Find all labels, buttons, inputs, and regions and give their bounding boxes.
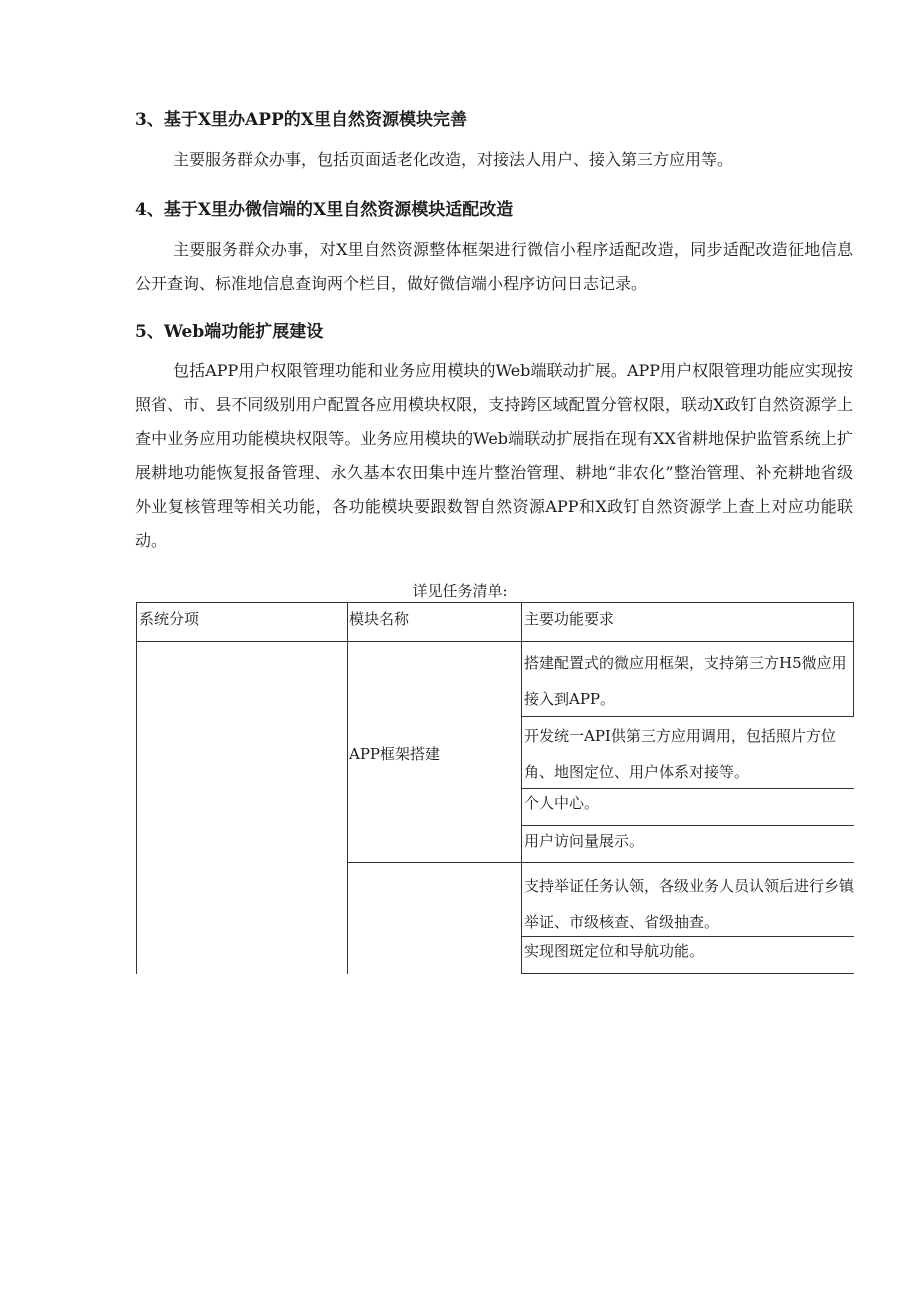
module-2-req-1: 支持举证任务认领，各级业务人员认领后进行乡镇举证、市级核查、省级抽查。 <box>524 877 855 931</box>
table-caption: 详见任务清单: <box>412 582 508 600</box>
section-4-paragraph: 主要服务群众办事，对X里自然资源整体框架进行微信小程序适配改造，同步适配改造征地信息公开查询、标准地信息查询两个栏目，做好微信端小程序访问日志记录。 <box>135 240 853 293</box>
module-1-req-2: 开发统一API供第三方应用调用，包括照片方位角、地图定位、用户体系对接等。 <box>524 727 836 781</box>
module-1-req-4: 用户访问量展示。 <box>524 832 645 850</box>
section-3-paragraph: 主要服务群众办事，包括页面适老化改造，对接法人用户、接入第三方应用等。 <box>173 150 734 169</box>
col-divider-2 <box>521 602 522 974</box>
header-requirements: 主要功能要求 <box>524 610 615 628</box>
module-1-bottom-border <box>347 862 854 863</box>
table-top-border <box>136 602 854 603</box>
module-2-req-2: 实现图斑定位和导航功能。 <box>524 942 705 960</box>
req-6-bottom-border <box>521 973 854 974</box>
header-system-item: 系统分项 <box>139 610 200 628</box>
col-divider-left <box>136 602 137 974</box>
section-3-heading: 3、基于X里办APP的X里自然资源模块完善 <box>135 110 467 130</box>
section-4-heading: 4、基于X里办微信端的X里自然资源模块适配改造 <box>135 200 514 220</box>
section-5-paragraph: 包括APP用户权限管理功能和业务应用模块的Web端联动扩展。APP用户权限管理功能应实现按照省、市、县不同级别用户配置各应用模块权限，支持跨区域配置分管权限，联动X政钉自然资源学上查中业务应用功能模块权限等。业务应用模块的Web端联动扩展指在现有XX省耕地保护监管系统上扩展耕地功能恢复报备管理、永久基本农田集中连片整治管理、耕地“非农化”整治管理、补充耕地省级外业复核管理等相关功能，各功能模块要跟数智自然资源APP和X政钉自然资源学上查上对应功能联动。 <box>135 361 853 550</box>
col-divider-1 <box>347 602 348 974</box>
header-module-name: 模块名称 <box>349 610 410 628</box>
module-1-name: APP框架搭建 <box>349 745 441 763</box>
module-1-req-1: 搭建配置式的微应用框架，支持第三方H5微应用接入到APP。 <box>524 654 847 708</box>
module-1-req-3: 个人中心。 <box>524 794 600 812</box>
header-bottom-border <box>136 641 854 642</box>
section-5-heading: 5、Web端功能扩展建设 <box>135 322 324 342</box>
col-divider-right-header <box>853 602 854 641</box>
